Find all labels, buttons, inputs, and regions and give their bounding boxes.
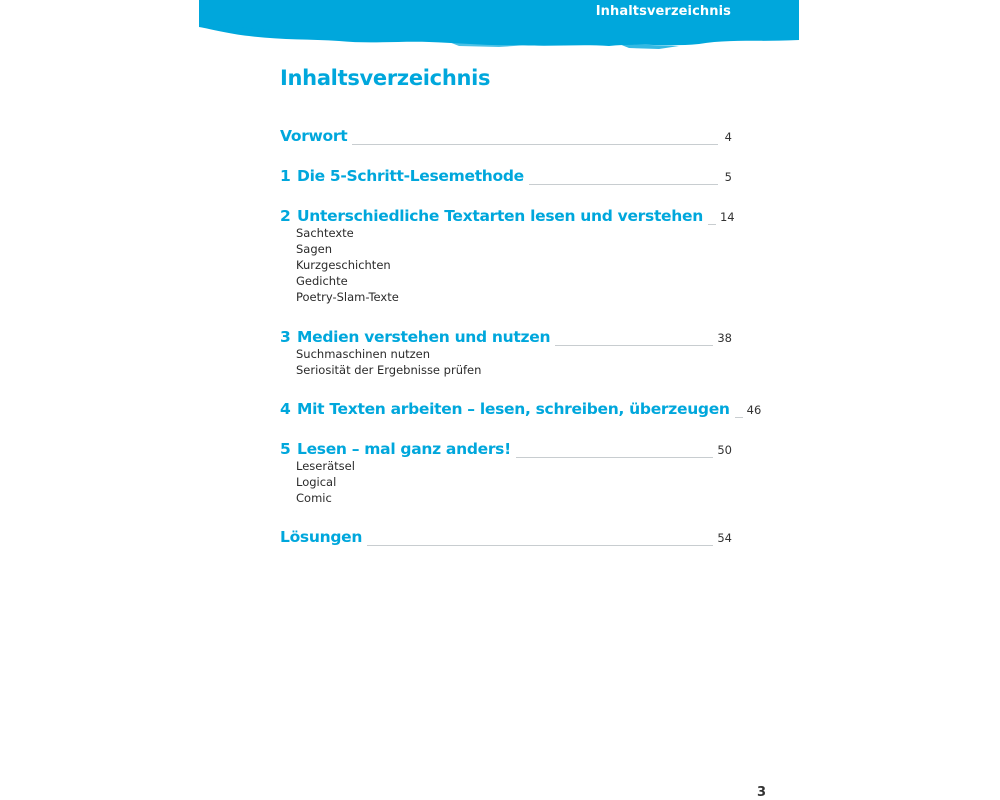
dot-leader: [555, 345, 713, 346]
toc-page-number: 38: [717, 331, 732, 345]
dot-leader: [516, 457, 713, 458]
dot-leader: [529, 184, 718, 185]
subsection-item[interactable]: Leserätsel: [296, 459, 355, 473]
dot-leader: [708, 224, 716, 225]
toc-page-number: 5: [724, 170, 732, 184]
subsection-item[interactable]: Suchmaschinen nutzen: [296, 347, 431, 361]
dot-leader: [367, 545, 713, 546]
chapter-number: 2: [280, 207, 291, 225]
subsection-list: [280, 458, 732, 506]
toc-entry-chapter-3[interactable]: [280, 328, 732, 378]
page-number: 3: [757, 785, 767, 800]
subsection-item[interactable]: Gedichte: [296, 274, 348, 288]
toc-entry-loesungen[interactable]: [280, 528, 732, 550]
toc-page-number: 14: [719, 210, 735, 224]
dot-leader: [352, 144, 718, 145]
subsection-item[interactable]: Poetry-Slam-Texte: [296, 290, 399, 304]
toc-entry-title: Medien verstehen und nutzen: [297, 328, 551, 346]
toc-entry-title: Unterschiedliche Textarten lesen und verstehen: [297, 207, 703, 225]
toc-page-number: 46: [746, 403, 762, 417]
subsection-item[interactable]: Comic: [296, 491, 332, 505]
chapter-number: 1: [280, 167, 291, 185]
subsection-list: [280, 225, 732, 305]
chapter-number: 3: [280, 328, 291, 346]
subsection-item[interactable]: Kurzgeschichten: [296, 258, 391, 272]
chapter-number: 5: [280, 440, 291, 458]
page-title: Inhaltsverzeichnis: [280, 66, 491, 90]
subsection-item[interactable]: Sachtexte: [296, 226, 354, 240]
toc-entry-chapter-5[interactable]: [280, 440, 732, 506]
subsection-item[interactable]: Sagen: [296, 242, 333, 256]
chapter-number: 4: [280, 400, 291, 418]
dot-leader: [735, 417, 743, 418]
toc-entry-chapter-1[interactable]: [280, 167, 732, 189]
toc-entry-title: Lesen – mal ganz anders!: [297, 440, 511, 458]
subsection-item[interactable]: Logical: [296, 475, 337, 489]
subsection-item[interactable]: Seriosität der Ergebnisse prüfen: [296, 363, 482, 377]
header-banner: [199, 0, 799, 52]
toc-page-number: 54: [717, 531, 732, 545]
toc-page-number: 4: [724, 130, 732, 144]
toc-entry-title: Die 5-Schritt-Lesemethode: [297, 167, 524, 185]
toc-entry-chapter-4[interactable]: [280, 400, 762, 422]
subsection-list: [280, 346, 732, 378]
toc-entry-chapter-2[interactable]: [280, 207, 735, 305]
banner-title: Inhaltsverzeichnis: [595, 4, 731, 19]
toc-entry-title: Lösungen: [280, 528, 363, 546]
toc-entry-title: Mit Texten arbeiten – lesen, schreiben, überzeugen: [297, 400, 730, 418]
toc-page-number: 50: [717, 443, 732, 457]
toc-entry-vorwort[interactable]: [280, 127, 732, 149]
toc-entry-title: Vorwort: [280, 127, 348, 145]
